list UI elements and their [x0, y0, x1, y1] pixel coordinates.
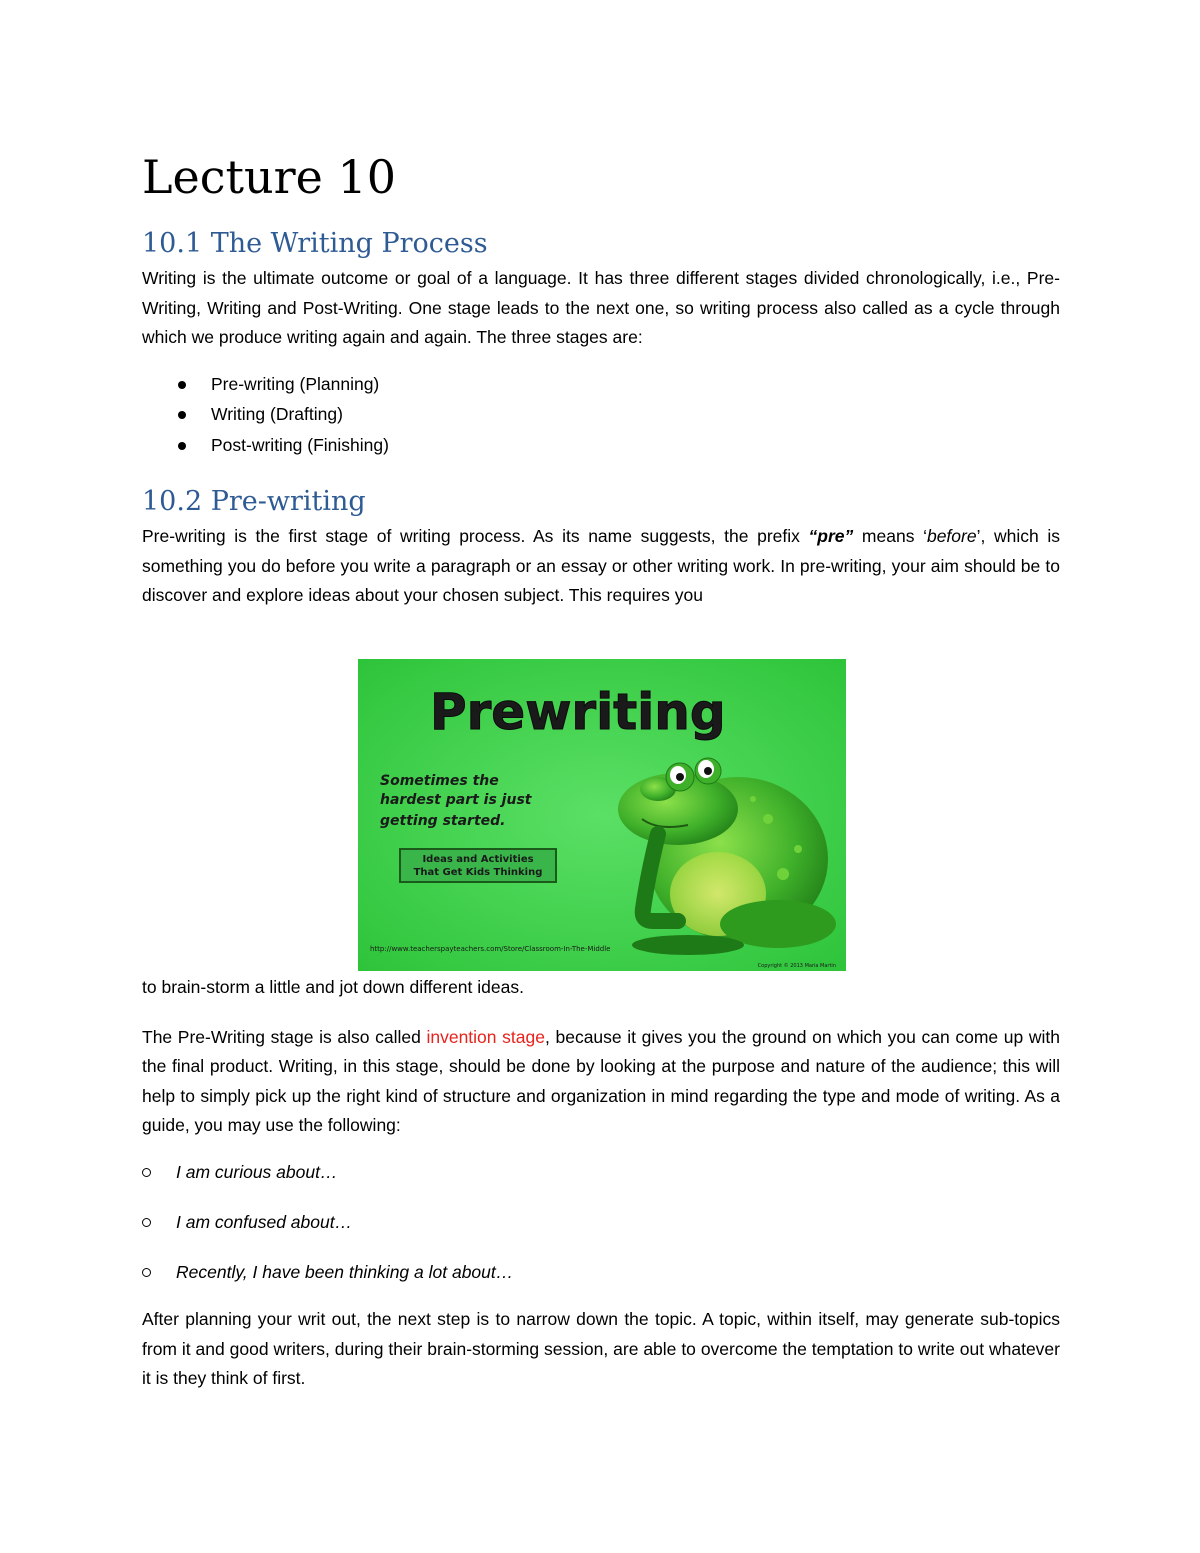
image-url: http://www.teacherspayteachers.com/Store/Classroom-In-The-Middle [370, 945, 611, 954]
circle-bullet-icon [142, 1168, 151, 1177]
document-page [142, 140, 1060, 1394]
bullet-icon [178, 442, 186, 450]
list-item: Writing (Drafting) [142, 399, 1060, 430]
image-box-line-2: That Get Kids Thinking [413, 867, 543, 879]
section-heading-pre-writing: 10.2 Pre-writing [142, 486, 366, 518]
bullet-icon [178, 381, 186, 389]
bullet-icon [178, 411, 186, 419]
image-box-line-1: Ideas and Activities [422, 854, 534, 866]
pre-writing-paragraph: Pre-writing is the first stage of writing process. As its name suggests, the prefix “pre” means ‘before’, which is something you do before you write a paragraph or an essay or other writing work. In pre-writing, your aim should be to discover and explore ideas about your chosen subject. This requires you [142, 526, 1060, 606]
pre-writing-paragraph-continued: to brain-storm a little and jot down different ideas. [142, 977, 524, 998]
list-item: I am curious about… [142, 1157, 1060, 1187]
list-item: Post-writing (Finishing) [142, 430, 1060, 461]
circle-bullet-icon [142, 1218, 151, 1227]
writing-process-paragraph: Writing is the ultimate outcome or goal of a language. It has three different stages divided chronologically, i.e., Pre-Writing, Writing and Post-Writing. One stage leads to the next one, so writing process also called as a cycle through which we produce writing again and again. The three stages are: [142, 268, 1060, 348]
guide-list [142, 1157, 1060, 1287]
narrow-topic-paragraph: After planning your writ out, the next step is to narrow down the topic. A topic, within itself, may generate sub-topics from it and good writers, during their brain-storming session, are able to overcome the temptation to write out whatever it is they think of first. [142, 1309, 1060, 1389]
prewriting-image [358, 659, 846, 971]
invention-stage-paragraph: The Pre-Writing stage is also called invention stage, because it gives you the ground on which you can come up with the final product. Writing, in this stage, should be done by looking at the purpose and nature of the audience; this will help to simply pick up the right kind of structure and organization in mind regarding the type and mode of writing. As a guide, you may use the following: [142, 1026, 1060, 1136]
stages-list [142, 369, 1060, 461]
circle-bullet-icon [142, 1268, 151, 1277]
page-title: Lecture 10 [142, 150, 397, 204]
invention-stage-term: invention stage [426, 1026, 545, 1047]
list-item: I am confused about… [142, 1207, 1060, 1237]
image-heading: Prewriting [430, 683, 726, 742]
image-tagline-1: Sometimes the [380, 773, 499, 790]
section-heading-writing-process: 10.1 The Writing Process [142, 228, 488, 259]
image-copyright: Copyright © 2013 Maria Martin [757, 963, 836, 970]
list-item: Pre-writing (Planning) [142, 369, 1060, 400]
image-tagline-2: hardest part is just [380, 792, 532, 809]
list-item: Recently, I have been thinking a lot about… [142, 1257, 1060, 1287]
image-tagline-3: getting started. [380, 813, 506, 830]
